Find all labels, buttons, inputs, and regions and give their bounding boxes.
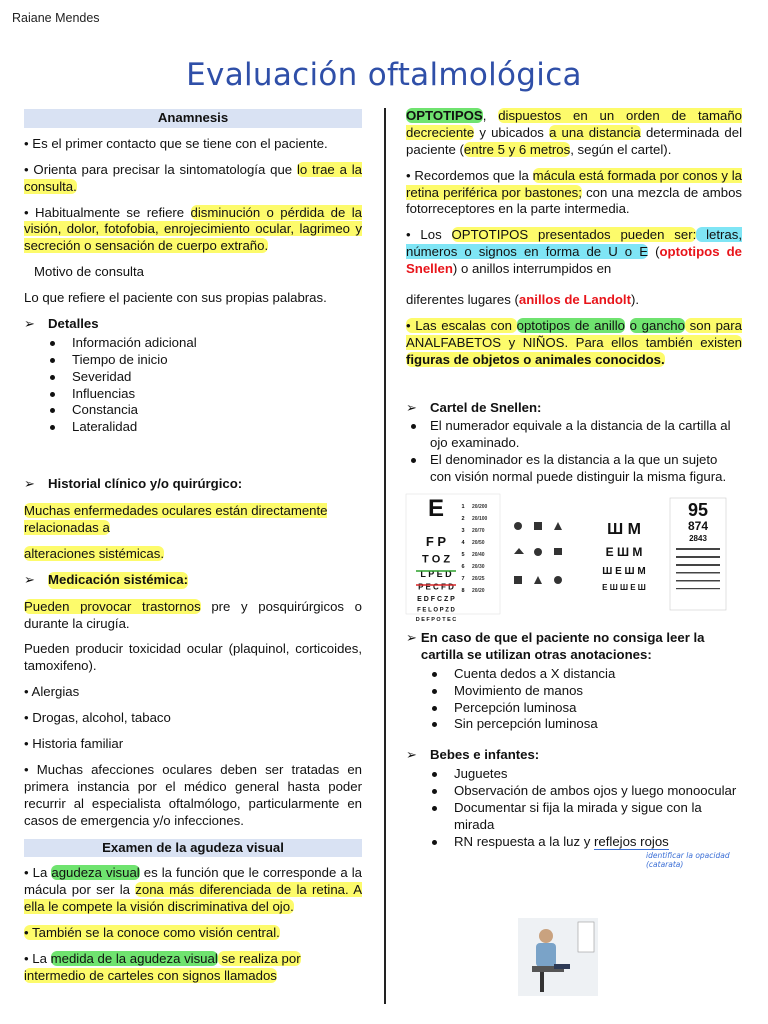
snellen-letter-row: E D F C Z P	[417, 596, 455, 604]
tumbling-row: Ш М	[607, 521, 641, 539]
list-item: Observación de ambos ojos y luego monoocular	[454, 783, 742, 800]
paragraph: • Las escalas con optotipos de anillo o gancho son para ANALFABETOS y NIÑOS. Para ellos también existen figuras de objetos o animales conocidos.	[406, 317, 742, 367]
list-item: El denominador es la distancia a la que un sujeto con visión normal puede distinguir la misma figura.	[430, 452, 742, 486]
list-item: Cuenta dedos a X distancia	[454, 666, 742, 683]
list-item: Juguetes	[454, 766, 742, 783]
number-rows	[688, 500, 708, 543]
snellen-row-number: 6	[461, 564, 465, 571]
arrow-icon: ➢	[24, 316, 36, 332]
symbol	[554, 576, 562, 584]
snellen-ratio: 20/200	[472, 504, 488, 511]
snellen-letter-row: F P	[425, 534, 447, 550]
list-item: Sin percepción luminosa	[454, 716, 742, 733]
arrow-icon: ➢	[406, 747, 418, 763]
page-title: Evaluación oftalmológica	[186, 57, 582, 93]
optotype-charts	[406, 494, 742, 624]
snellen-ratio: 20/30	[472, 564, 485, 571]
medicacion-heading: ➢ Medicación sistémica:	[24, 571, 188, 587]
list-item: Tiempo de inicio	[72, 352, 362, 369]
symbol	[534, 548, 542, 556]
snellen-letter-row: L P E D	[420, 569, 452, 580]
paragraph: Muchas enfermedades oculares están directamente relacionadas a	[24, 503, 328, 536]
section-heading-examen: Examen de la agudeza visual	[24, 839, 362, 858]
tumbling-row: E Ш Ш E Ш	[602, 583, 646, 593]
list-item: RN respuesta a la luz y reflejos rojos	[454, 834, 742, 851]
list-item: Constancia	[72, 402, 362, 419]
snellen-letter-row: T O Z	[421, 553, 451, 566]
section-heading-anamnesis: Anamnesis	[24, 109, 362, 128]
small-row	[676, 556, 720, 558]
snellen-letter-row: F E L O P Z D	[417, 607, 455, 614]
list-item: Lateralidad	[72, 419, 362, 436]
snellen-ratio: 20/40	[472, 552, 485, 559]
wall-chart	[578, 922, 594, 952]
subheading-motivo: Motivo de consulta	[34, 264, 144, 280]
snellen-row-number: 3	[461, 528, 465, 535]
tumbling-e-chart	[584, 494, 664, 614]
bebes-heading: ➢ Bebes e infantes:	[406, 747, 540, 763]
number-row: 95	[687, 500, 709, 521]
no-consiga-list	[406, 666, 742, 734]
snellen-chart	[406, 494, 500, 624]
list-item: Movimiento de manos	[454, 683, 742, 700]
small-row	[676, 548, 720, 550]
detalles-list	[24, 335, 362, 436]
patient-legs	[554, 964, 570, 969]
list-item: Documentar si fija la mirada y sigue con la mirada	[454, 800, 742, 834]
snellen-ratio: 20/100	[472, 516, 488, 523]
tumbling-row: E Ш М	[605, 545, 643, 560]
paragraph: Pueden provocar trastornos pre y posquirúrgicos o durante la cirugía.	[24, 598, 362, 631]
paragraph: • Drogas, alcohol, tabaco	[24, 710, 171, 726]
symbol	[514, 522, 522, 530]
highlight: disminución o pérdida de la visión, dolor, fotofobia, enrojecimiento ocular, lagrimeo y secreción o sensación de cuerpo extraño.	[24, 204, 362, 254]
symbol	[554, 548, 562, 555]
paragraph: • Es el primer contacto que se tiene con el paciente.	[24, 135, 328, 151]
list-item: Información adicional	[72, 335, 362, 352]
snellen-ratio: 20/70	[472, 528, 485, 535]
cartel-heading: ➢ Cartel de Snellen:	[406, 399, 542, 415]
snellen-row-number: 2	[461, 516, 465, 523]
paragraph: • Habitualmente se refiere disminución o pérdida de la visión, dolor, fotofobia, enrojecimiento ocular, lagrimeo y secreción o sensación de cuerpo extraño.	[24, 204, 362, 254]
paragraph: alteraciones sistémicas.	[24, 545, 164, 561]
detalles-heading: ➢ Detalles	[24, 316, 99, 332]
handwritten-note: identificar la opacidad (catarata)	[646, 850, 730, 870]
column-divider	[384, 108, 386, 1004]
snellen-row-number: 7	[461, 576, 465, 583]
snellen-ratio: 20/25	[472, 576, 485, 583]
paragraph: • Recordemos que la mácula está formada por conos y la retina periférica por bastones; con una mezcla de ambos fotorreceptores en la parte intermedia.	[406, 167, 742, 217]
historial-heading: ➢ Historial clínico y/o quirúrgico:	[24, 476, 243, 492]
left-column	[24, 108, 362, 994]
arrow-icon: ➢	[406, 630, 418, 646]
symbol	[514, 576, 522, 584]
paragraph: intermedio de carteles con signos llamados	[24, 967, 277, 983]
list-item: Influencias	[72, 386, 362, 403]
list-item: El numerador equivale a la distancia de la cartilla al ojo examinado.	[430, 418, 742, 452]
picture-chart	[504, 494, 578, 614]
symbol	[534, 522, 542, 530]
number-row: 2843	[689, 534, 707, 544]
paragraph: OPTOTIPOS, dispuestos en un orden de tamaño decreciente y ubicados a una distancia determinada del paciente (entre 5 y 6 metros, según el cartel).	[406, 108, 743, 157]
paragraph: diferentes lugares (anillos de Landolt).	[406, 292, 640, 308]
arrow-icon: ➢	[24, 476, 36, 492]
paragraph: • Alergias	[24, 684, 80, 700]
small-row	[676, 572, 720, 574]
arrow-icon: ➢	[406, 399, 418, 415]
small-row	[676, 588, 720, 589]
paragraph: • También se la conoce como visión central.	[24, 925, 280, 941]
snellen-letter-row: D E F P O T E C	[415, 617, 457, 624]
patient-eye-exam-image	[518, 918, 598, 996]
cartel-list	[406, 418, 742, 486]
number-chart	[670, 494, 726, 614]
snellen-ratio: 20/20	[472, 588, 485, 595]
snellen-ratio: 20/50	[472, 540, 485, 547]
snellen-letter-row: E	[427, 495, 445, 523]
snellen-row-number: 4	[461, 540, 465, 547]
arrow-icon: ➢	[24, 571, 36, 587]
snellen-row-number: 5	[461, 552, 465, 559]
rn-list	[406, 834, 742, 851]
paragraph: • Orienta para precisar la sintomatología que lo trae a la consulta.	[24, 161, 362, 194]
right-column	[406, 108, 742, 870]
chair-leg	[540, 972, 544, 992]
no-consiga-heading: ➢ En caso de que el paciente no consiga leer la cartilla se utilizan otras anotaciones:	[406, 630, 705, 662]
paragraph: • La agudeza visual es la función que le corresponde a la mácula por ser la zona más diferenciada de la retina. A ella le compete la visión discriminativa del ojo.	[24, 865, 363, 915]
snellen-row-number: 8	[461, 588, 465, 595]
number-row: 874	[687, 519, 709, 534]
snellen-row-number: 1	[461, 504, 465, 511]
bebes-list	[406, 766, 742, 834]
patient-head	[539, 929, 553, 943]
list-item: Percepción luminosa	[454, 700, 742, 717]
paragraph: • Los OPTOTIPOS presentados pueden ser: letras, números o signos en forma de U o E (optotipos de Snellen) o anillos interrumpidos en	[406, 227, 742, 277]
small-row	[676, 580, 720, 582]
patient-body	[536, 943, 556, 967]
paragraph: • Historia familiar	[24, 736, 124, 752]
paragraph: Pueden producir toxicidad ocular (plaquinol, corticoides, tamoxifeno).	[24, 641, 362, 674]
paragraph: • La medida de la agudeza visual se realiza por	[24, 950, 301, 966]
small-row	[676, 564, 720, 566]
snellen-letter-row: P E C F D	[418, 582, 454, 592]
paragraph: Lo que refiere el paciente con sus propias palabras.	[24, 290, 327, 306]
highlight: lo trae a la consulta.	[24, 161, 362, 194]
author-name: Raiane Mendes	[12, 11, 100, 25]
list-item: Severidad	[72, 369, 362, 386]
tumbling-row: Ш E Ш М	[602, 566, 646, 578]
paragraph: • Muchas afecciones oculares deben ser tratadas en primera instancia por el médico general hasta poder recurrir al especialista oftalmólogo, particularmente en casos de emergencia y/o infecciones.	[24, 761, 362, 828]
